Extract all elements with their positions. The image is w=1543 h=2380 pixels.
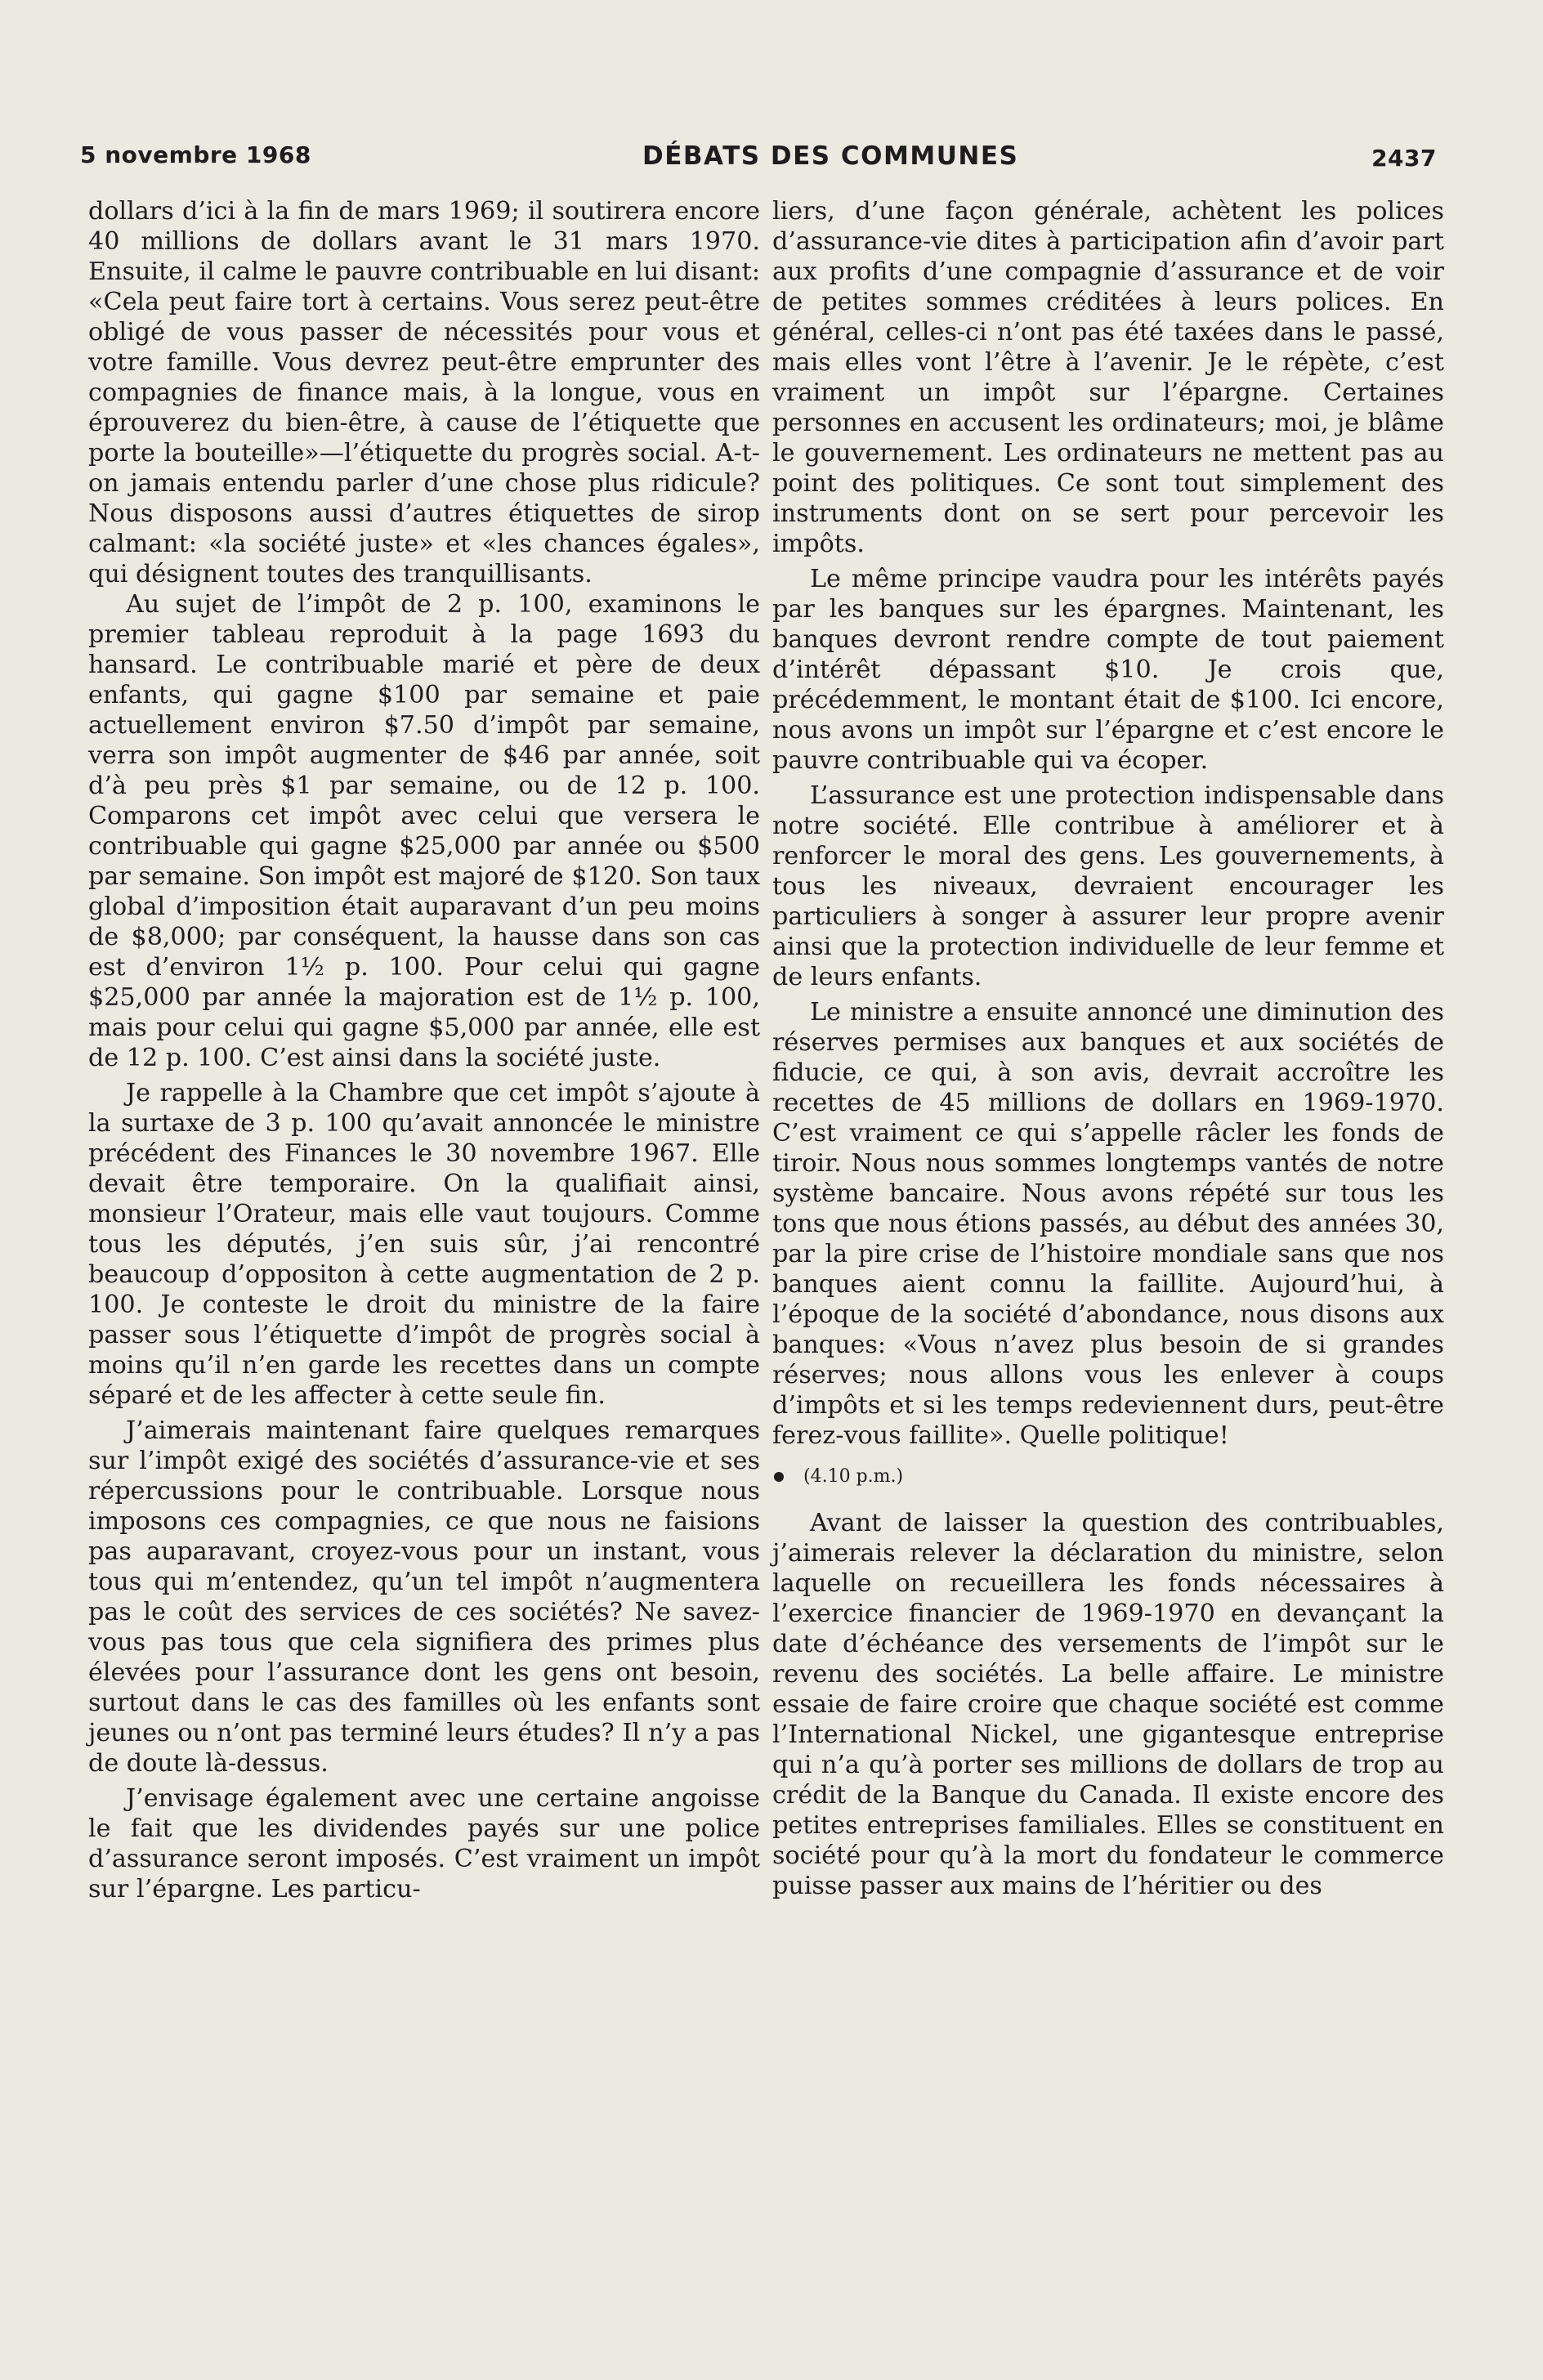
paragraph: Le même principe vaudra pour les intérêts payés par les banques sur les épargnes. Maintenant, les banques devront rendre compte de tout paiement d’intérêt dépassant $10. Je crois que, précédemment, le montant était de $100. Ici encore, nous avons un impôt sur l’épargne et c’est encore le pauvre contribuable qui va écoper. xyxy=(772,565,1444,775)
page-header xyxy=(80,135,1437,176)
paragraph: J’envisage également avec une certaine angoisse le fait que les dividendes payés sur une police d’assurance seront imposés. C’est vraiment un impôt sur l’épargne. Les particu- xyxy=(88,1784,760,1904)
paragraph: Je rappelle à la Chambre que cet impôt s’ajoute à la surtaxe de 3 p. 100 qu’avait annoncée le ministre précédent des Finances le 30 novembre 1967. Elle devait être temporaire. On la qualifiait ainsi, monsieur l’Orateur, mais elle vaut toujours. Comme tous les députés, j’en suis sûr, j’ai rencontré beaucoup d’oppositon à cette augmentation de 2 p. 100. Je conteste le droit du ministre de la faire passer sous l’étiquette d’impôt de progrès social à moins qu’il n’en garde les recettes dans un compte séparé et de les affecter à cette seule fin. xyxy=(88,1079,760,1410)
paragraph: dollars d’ici à la fin de mars 1969; il soutirera encore 40 millions de dollars avant le 31 mars 1970. Ensuite, il calme le pauvre contribuable en lui disant: «Cela peut faire tort à certains. Vous serez peut-être obligé de vous passer de nécessités pour vous et votre famille. Vous devrez peut-être emprunter des compagnies de finance mais, à la longue, vous en éprouverez du bien-être, à cause de l’étiquette que porte la bouteille»—l’étiquette du progrès social. A-t-on jamais entendu parler d’une chose plus ridicule? Nous disposons aussi d’autres étiquettes de sirop calmant: «la société juste» et «les chances égales», qui désignent toutes des tranquillisants. xyxy=(88,197,760,588)
time-marker-text: (4.10 p.m.) xyxy=(803,1466,904,1487)
header-date: 5 novembre 1968 xyxy=(80,141,311,168)
paragraph: Avant de laisser la question des contribuables, j’aimerais relever la déclaration du ministre, selon laquelle on recueillera les fonds nécessaires à l’exercice financier de 1969-1970 en devançant la date d’échéance des versements de l’impôt sur le revenu des sociétés. La belle affaire. Le ministre essaie de faire croire que chaque société est comme l’International Nickel, une gigantesque entreprise qui n’a qu’à porter ses millions de dollars de trop au crédit de la Banque du Canada. Il existe encore des petites entreprises familiales. Elles se constituent en société pour qu’à la mort du fondateur le commerce puisse passer aux mains de l’héritier ou des xyxy=(772,1509,1444,1900)
paragraph: Le ministre a ensuite annoncé une diminution des réserves permises aux banques et aux sociétés de fiducie, ce qui, à son avis, devrait accroître les recettes de 45 millions de dollars en 1969-1970. C’est vraiment ce qui s’appelle râcler les fonds de tiroir. Nous nous sommes longtemps vantés de notre système bancaire. Nous avons répété sur tous les tons que nous étions passés, au début des années 30, par la pire crise de l’histoire mondiale sans que nos banques aient connu la faillite. Aujourd’hui, à l’époque de la société d’abondance, nous disons aux banques: «Vous n’avez plus besoin de si grandes réserves; nous allons vous les enlever à coups d’impôts et si les temps redeviennent durs, peut-être ferez-vous faillite». Quelle politique! xyxy=(772,998,1444,1450)
paragraph: L’assurance est une protection indispensable dans notre société. Elle contribue à améliorer et à renforcer le moral des gens. Les gouvernements, à tous les niveaux, devraient encourager les particuliers à songer à assurer leur propre avenir ainsi que la protection individuelle de leur femme et de leurs enfants. xyxy=(772,781,1444,991)
time-marker xyxy=(772,1461,1444,1493)
bullet-icon xyxy=(774,1472,784,1482)
page-number: 2437 xyxy=(1371,145,1437,172)
paragraph: J’aimerais maintenant faire quelques remarques sur l’impôt exigé des sociétés d’assurance-vie et ses répercussions pour le contribuable. Lorsque nous imposons ces compagnies, ce que nous ne faisions pas auparavant, croyez-vous pour un instant, vous tous qui m’entendez, qu’un tel impôt n’augmentera pas le coût des services de ces sociétés? Ne savez-vous pas tous que cela signifiera des primes plus élevées pour l’assurance dont les gens ont besoin, surtout dans le cas des familles où les enfants sont jeunes ou n’ont pas terminé leurs études? Il n’y a pas de doute là-dessus. xyxy=(88,1416,760,1778)
paragraph: liers, d’une façon générale, achètent les polices d’assurance-vie dites à participation afin d’avoir part aux profits d’une compagnie d’assurance et de voir de petites sommes créditées à leurs polices. En général, celles-ci n’ont pas été taxées dans le passé, mais elles vont l’être à l’avenir. Je le répète, c’est vraiment un impôt sur l’épargne. Certaines personnes en accusent les ordinateurs; moi, je blâme le gouvernement. Les ordinateurs ne mettent pas au point des politiques. Ce sont tout simplement des instruments dont on se sert pour percevoir les impôts. xyxy=(772,197,1444,558)
left-column xyxy=(88,196,760,1904)
header-title: DÉBATS DES COMMUNES xyxy=(642,141,1019,171)
right-column xyxy=(772,196,1444,1901)
paragraph: Au sujet de l’impôt de 2 p. 100, examinons le premier tableau reproduit à la page 1693 du hansard. Le contribuable marié et père de deux enfants, qui gagne $100 par semaine et paie actuellement environ $7.50 d’impôt par semaine, verra son impôt augmenter de $46 par année, soit d’à peu près $1 par semaine, ou de 12 p. 100. Comparons cet impôt avec celui que versera le contribuable qui gagne $25,000 par année ou $500 par semaine. Son impôt est majoré de $120. Son taux global d’imposition était auparavant d’un peu moins de $8,000; par conséquent, la hausse dans son cas est d’environ 1½ p. 100. Pour celui qui gagne $25,000 par année la majoration est de 1½ p. 100, mais pour celui qui gagne $5,000 par année, elle est de 12 p. 100. C’est ainsi dans la société juste. xyxy=(88,590,760,1072)
